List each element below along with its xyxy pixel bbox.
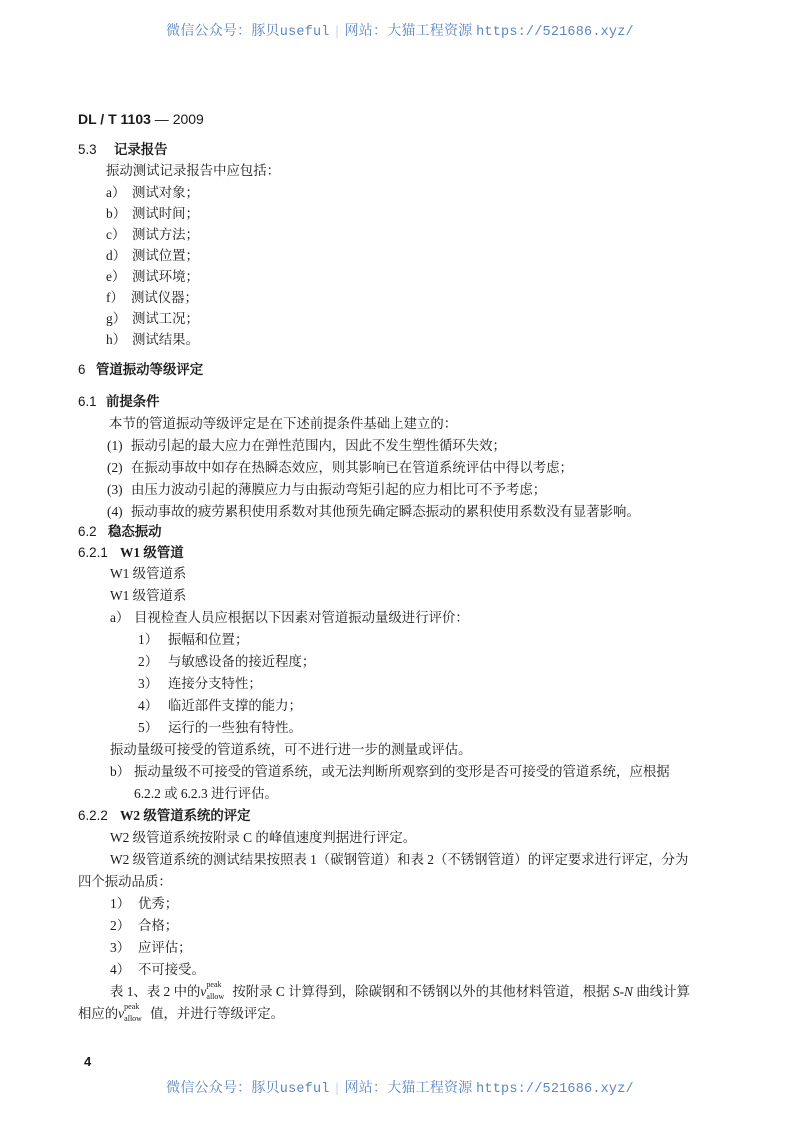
list-text: 连接分支特性； [168, 676, 262, 691]
watermark-wechat-label: 微信公众号：豚贝 [166, 1081, 280, 1096]
list-text: 测试位置； [132, 248, 199, 263]
section-number: 5.3 [78, 142, 97, 157]
symbol-sub: allow [124, 1014, 142, 1023]
watermark-site-label: 网站：大猫工程资源 [344, 24, 473, 39]
heading-6-2-1 [78, 544, 184, 562]
list-label: a） [110, 610, 130, 625]
section-title: 前提条件 [106, 394, 160, 409]
grade-item [110, 939, 192, 957]
sublist-item [138, 719, 302, 737]
symbol-base: v [200, 984, 207, 999]
list-item-a [110, 609, 469, 627]
para-text: 值，并进行等级评定。 [150, 1006, 285, 1021]
list-label: 3） [138, 676, 159, 691]
watermark-separator: | [335, 24, 339, 39]
section-number: 6.2.2 [78, 808, 108, 823]
list-label: e） [106, 269, 126, 284]
section-number: 6.1 [78, 394, 97, 409]
list-item [106, 289, 198, 307]
s6-2-2-para4 [78, 1002, 285, 1023]
list-text: 测试仪器； [131, 290, 198, 305]
list-text: 测试工况； [132, 311, 199, 326]
list-label: 2） [110, 918, 131, 933]
para-text: 表 1、表 2 中的 [110, 984, 201, 999]
s6-2-2-para3 [110, 980, 690, 1001]
section-title: W1 级管道 [120, 545, 184, 560]
s6-2-1-acceptable: 振动量级可接受的管道系统，可不进行进一步的测量或评估。 [110, 742, 472, 757]
list-text: 振动引起的最大应力在弹性范围内，因此不发生塑性循环失效； [131, 438, 506, 453]
list-label: 4） [138, 698, 159, 713]
list-item [106, 310, 199, 328]
heading-6-2 [78, 523, 162, 541]
list-item [106, 247, 199, 265]
list-text: 合格； [138, 918, 179, 933]
list-text: 振幅和位置； [168, 632, 249, 647]
list-label: a） [106, 185, 126, 200]
list-label: 1） [110, 896, 131, 911]
list-text: 运行的一些独有特性。 [168, 720, 302, 735]
standard-dash: — [150, 111, 173, 127]
list-label: 4） [110, 962, 131, 977]
para-text: 曲线计算 [636, 984, 690, 999]
list-text: 不可接受。 [138, 962, 205, 977]
section-title: W2 级管道系统的评定 [120, 808, 251, 823]
list-item [106, 226, 199, 244]
symbol-sup: peak [206, 980, 222, 989]
list-item [107, 503, 640, 521]
grade-item [110, 917, 178, 935]
watermark-top [0, 20, 800, 40]
list-text: 测试结果。 [132, 332, 199, 347]
heading-6-1 [78, 393, 160, 411]
s6-1-intro: 本节的管道振动等级评定是在下述前提条件基础上建立的： [109, 416, 458, 431]
standard-year: 2009 [172, 111, 204, 127]
list-label: 5） [138, 720, 159, 735]
sublist-item [138, 631, 248, 649]
list-label: (2) [107, 460, 123, 475]
s5-3-intro: 振动测试记录报告中应包括： [106, 163, 281, 178]
sublist-item [138, 675, 262, 693]
watermark-site-label: 网站：大猫工程资源 [344, 1081, 473, 1096]
list-text: 振动量级不可接受的管道系统，或无法判断所观察到的变形是否可接受的管道系统，应根据 [134, 764, 670, 779]
standard-code: DL / T 1103 [78, 111, 151, 127]
section-number: 6 [78, 362, 86, 377]
v-peak-allow-symbol [200, 980, 225, 1001]
list-label: b） [110, 764, 131, 779]
list-label: 3） [110, 940, 131, 955]
section-title: 稳态振动 [108, 524, 162, 539]
watermark-wechat-name: useful [279, 25, 330, 40]
watermark-url[interactable]: https://521686.xyz/ [476, 25, 634, 40]
list-label: b） [106, 206, 127, 221]
s6-2-2-para2-continued: 四个振动品质： [78, 874, 172, 889]
watermark-url[interactable]: https://521686.xyz/ [476, 1082, 634, 1097]
list-text: 应评估； [138, 940, 192, 955]
list-item [106, 268, 199, 286]
list-label: c） [106, 227, 126, 242]
list-text: 与敏感设备的接近程度； [168, 654, 316, 669]
symbol-base: v [118, 1006, 125, 1021]
list-item [107, 481, 546, 499]
heading-6 [78, 361, 203, 379]
list-text: 优秀； [138, 896, 179, 911]
sn-curve-term: S-N [612, 984, 633, 999]
watermark-bottom [0, 1077, 800, 1097]
s6-2-1-para1: W1 级管道系 [110, 566, 187, 581]
watermark-wechat-name: useful [279, 1082, 330, 1097]
list-label: h） [106, 332, 127, 347]
list-label: 1） [138, 632, 159, 647]
heading-5-3 [78, 141, 168, 159]
para-text: 相应的 [78, 1006, 119, 1021]
page-number: 4 [84, 1054, 92, 1069]
section-number: 6.2.1 [78, 545, 108, 560]
v-peak-allow-symbol [118, 1002, 142, 1023]
s6-2-2-para2: W2 级管道系统的测试结果按照表 1（碳钢管道）和表 2（不锈钢管道）的评定要求进行评定，分为 [110, 852, 689, 867]
list-item [106, 331, 199, 349]
list-item-b-continued: 6.2.2 或 6.2.3 进行评估。 [134, 786, 278, 801]
list-text: 测试对象； [132, 185, 199, 200]
list-item [107, 437, 506, 455]
sublist-item [138, 697, 302, 715]
list-item [106, 205, 199, 223]
para-text: 按附录 C 计算得到，除碳钢和不锈钢以外的其他材料管道，根据 [232, 984, 610, 999]
list-text: 临近部件支撑的能力； [168, 698, 302, 713]
s6-2-1-para2: W1 级管道系 [110, 588, 187, 603]
symbol-sub: allow [206, 992, 225, 1001]
list-text: 振动事故的疲劳累积使用系数对其他预先确定瞬态振动的累积使用系数没有显著影响。 [131, 504, 640, 519]
watermark-separator: | [335, 1081, 339, 1096]
list-text: 在振动事故中如存在热瞬态效应，则其影响已在管道系统评估中得以考虑； [131, 460, 573, 475]
list-label: g） [106, 311, 127, 326]
section-number: 6.2 [78, 524, 97, 539]
list-item-b [110, 763, 670, 781]
watermark-wechat-label: 微信公众号：豚贝 [166, 24, 280, 39]
heading-6-2-2 [78, 807, 251, 825]
s6-2-2-para1: W2 级管道系统按附录 C 的峰值速度判据进行评定。 [110, 830, 417, 845]
list-text: 测试方法； [132, 227, 199, 242]
list-text: 测试时间； [132, 206, 199, 221]
symbol-sup: peak [124, 1002, 140, 1011]
list-item [106, 184, 199, 202]
list-label: (3) [107, 482, 123, 497]
list-label: 2） [138, 654, 159, 669]
list-text: 测试环境； [132, 269, 199, 284]
list-label: (4) [107, 504, 123, 519]
list-label: d） [106, 248, 127, 263]
list-text: 由压力波动引起的薄膜应力与由振动弯矩引起的应力相比可不予考虑； [131, 482, 547, 497]
section-title: 记录报告 [114, 142, 168, 157]
section-title: 管道振动等级评定 [96, 362, 204, 377]
sublist-item [138, 653, 315, 671]
standard-number-header [78, 110, 204, 128]
list-label: (1) [107, 438, 123, 453]
grade-item [110, 961, 205, 979]
list-label: f） [106, 290, 124, 305]
list-text: 目视检查人员应根据以下因素对管道振动量级进行评价： [134, 610, 469, 625]
grade-item [110, 895, 178, 913]
list-item [107, 459, 573, 477]
